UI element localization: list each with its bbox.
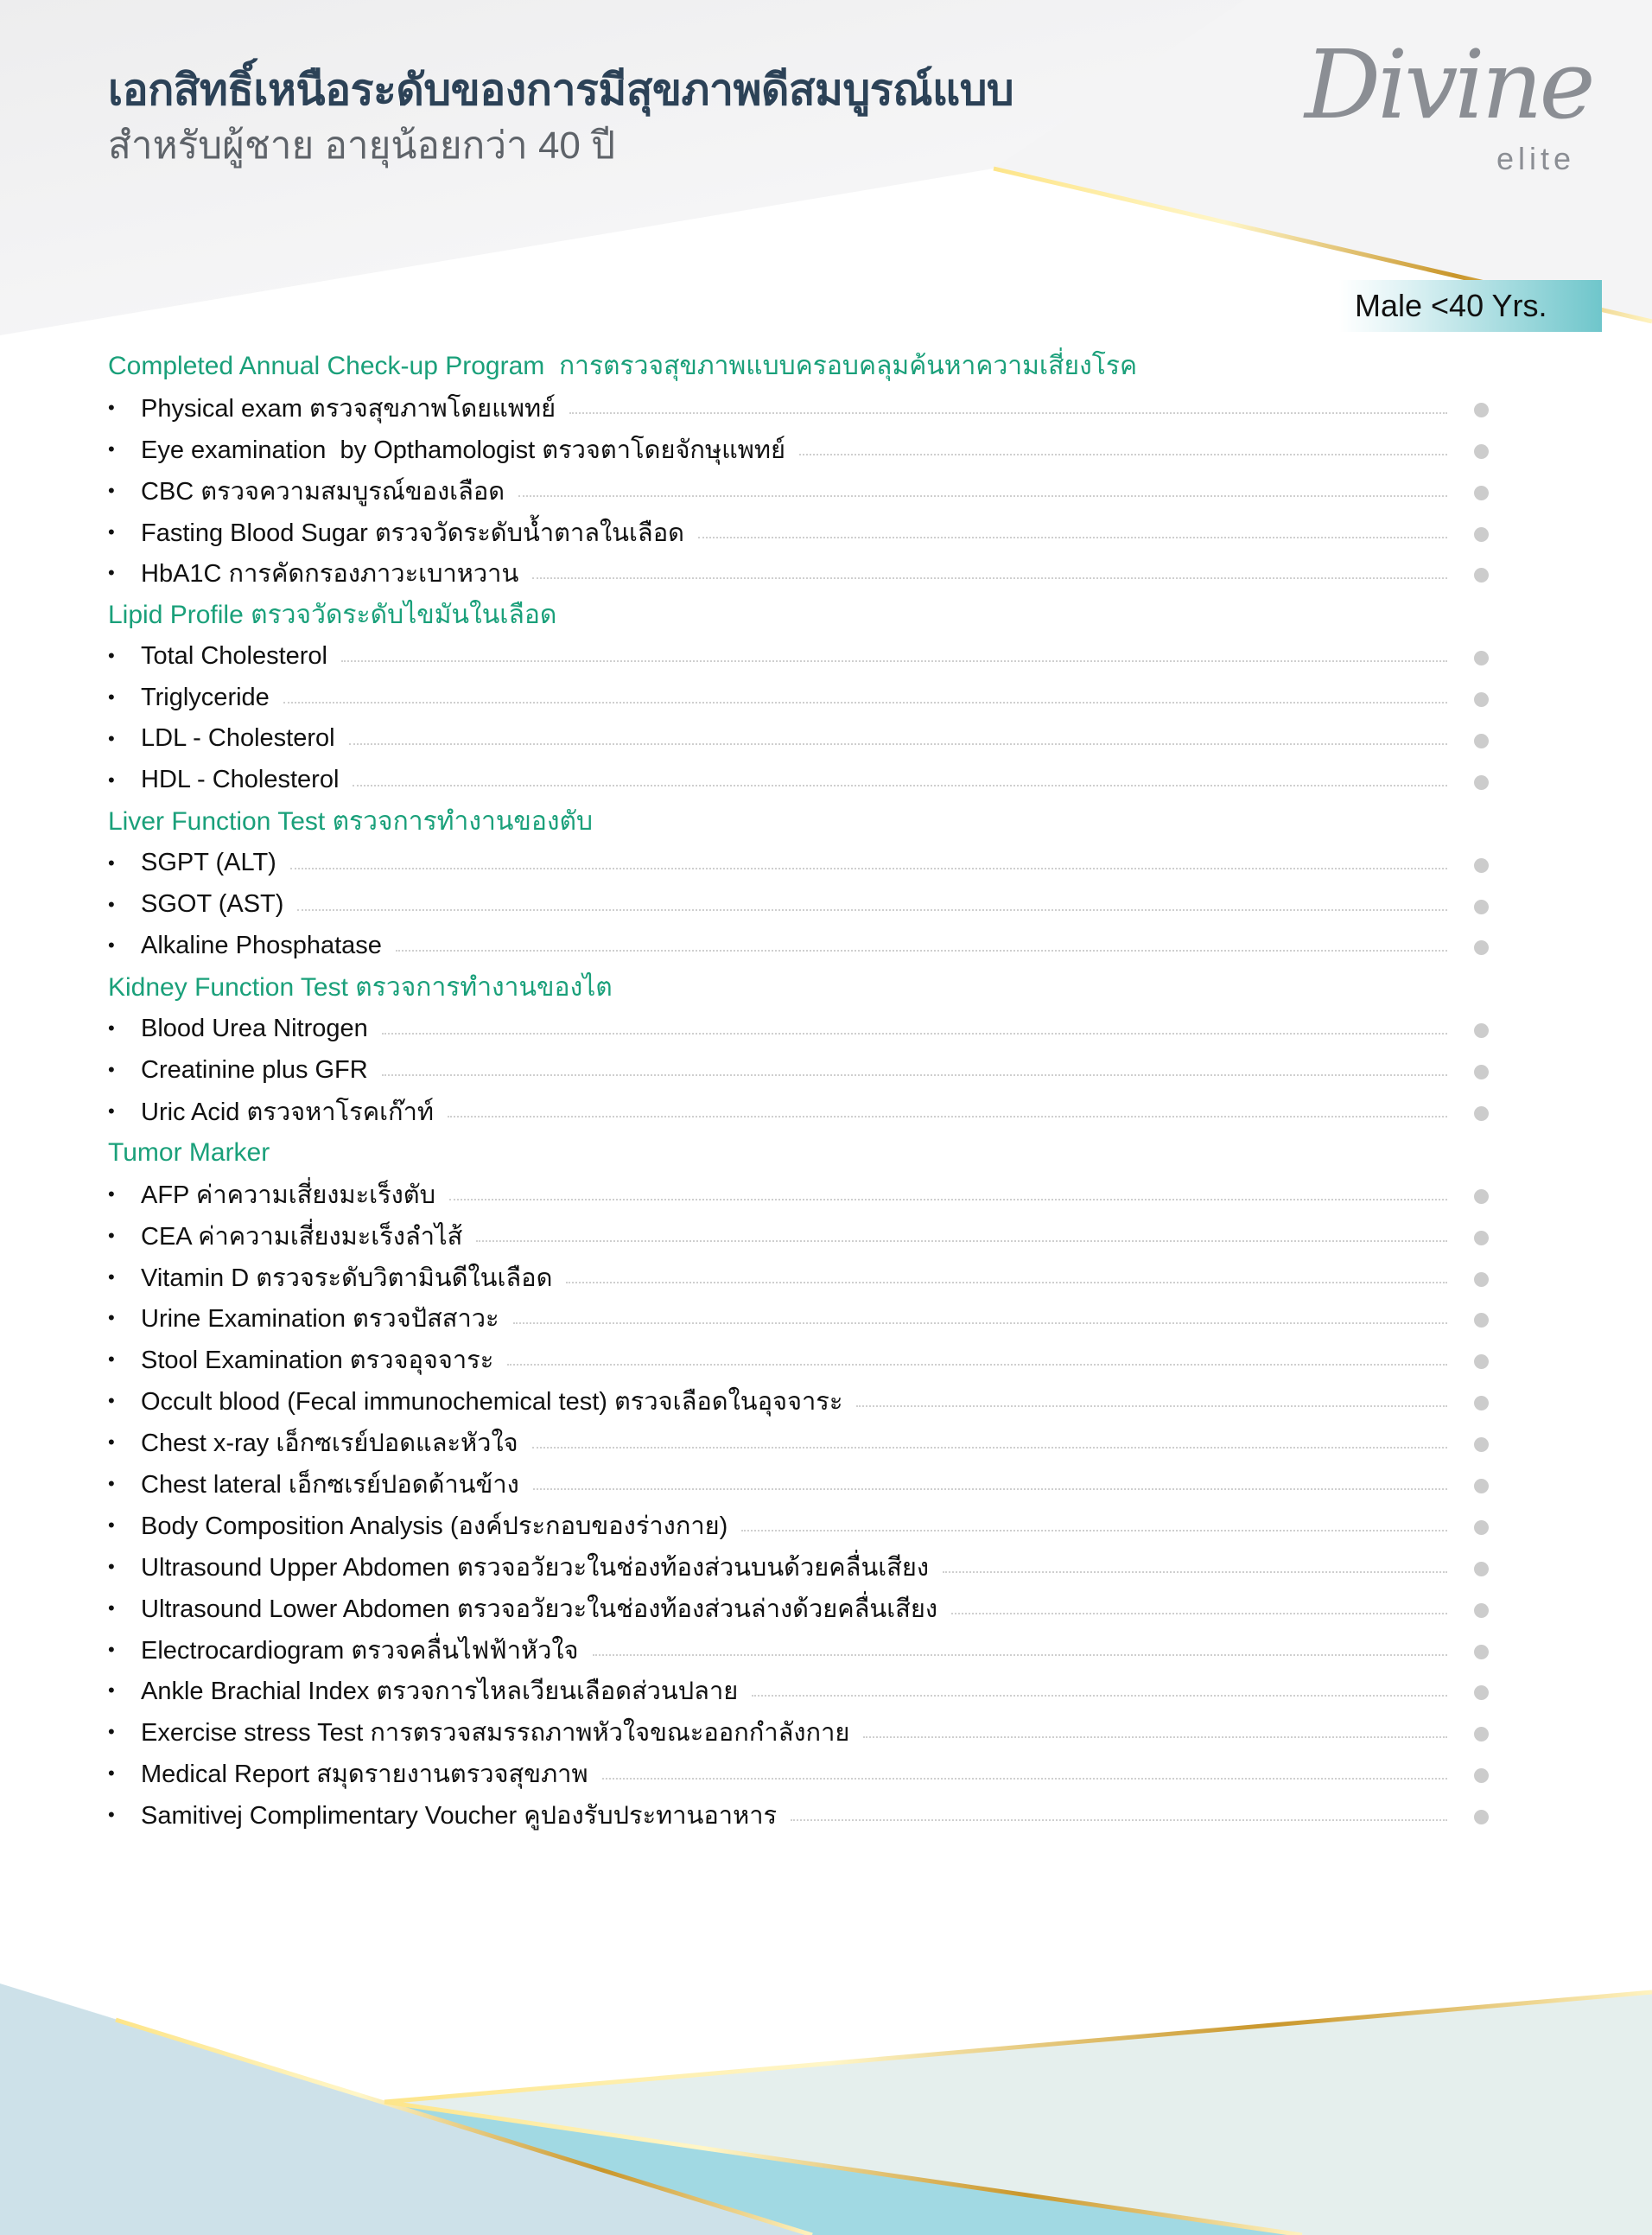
bullet-icon: •	[108, 934, 115, 957]
item-label: SGPT (ALT)	[141, 849, 276, 877]
bullet-icon: •	[108, 1721, 115, 1743]
bullet-icon: •	[108, 1348, 115, 1371]
list-item	[108, 884, 1499, 926]
item-label: SGOT (AST)	[141, 890, 284, 919]
list-item	[108, 470, 1499, 512]
audience-badge: Male <40 Yrs.	[1339, 280, 1602, 332]
bullet-icon: •	[108, 1390, 115, 1412]
included-dot-icon	[1474, 1313, 1489, 1328]
item-label: Ultrasound Upper Abdomen ตรวจอวัยวะในช่องท้องส่วนบนด้วยคลื่นเสียง	[141, 1553, 930, 1582]
bullet-icon: •	[108, 1679, 115, 1702]
bullet-icon: •	[108, 851, 115, 874]
list-item	[108, 1339, 1499, 1380]
item-label: Occult blood (Fecal immunochemical test) ตรวจเลือดในอุจจาระ	[141, 1388, 843, 1417]
list-item	[108, 429, 1499, 470]
bullet-icon: •	[108, 1099, 115, 1122]
list-item	[108, 925, 1499, 966]
logo-script: Divine	[1305, 29, 1592, 140]
list-item	[108, 1711, 1499, 1753]
bullet-icon: •	[108, 1762, 115, 1785]
bullet-icon: •	[108, 562, 115, 584]
item-label: Stool Examination ตรวจอุจจาระ	[141, 1347, 494, 1375]
included-dot-icon	[1474, 1023, 1489, 1038]
section-title: Completed Annual Check-up Program การตรวจสุขภาพแบบครอบคลุมค้นหาความเสี่ยงโรค	[108, 352, 1138, 381]
included-dot-icon	[1474, 1685, 1489, 1700]
bullet-icon: •	[108, 645, 115, 667]
item-label: Medical Report สมุดรายงานตรวจสุขภาพ	[141, 1761, 588, 1789]
list-item	[108, 387, 1499, 429]
list-item	[108, 1380, 1499, 1422]
list-item	[108, 1297, 1499, 1339]
bullet-icon: •	[108, 1638, 115, 1660]
section-header	[108, 594, 1499, 635]
item-label: Uric Acid ตรวจหาโรคเก๊าท์	[141, 1098, 434, 1126]
list-item	[108, 635, 1499, 677]
item-label: Blood Urea Nitrogen	[141, 1014, 368, 1042]
section-title: Kidney Function Test ตรวจการทำงานของไต	[108, 972, 613, 1002]
included-dot-icon	[1474, 444, 1489, 459]
item-label: Samitivej Complimentary Voucher คูปองรับประทานอาหาร	[141, 1802, 778, 1831]
list-item	[108, 1629, 1499, 1671]
bullet-icon: •	[108, 1265, 115, 1288]
list-item	[108, 512, 1499, 553]
item-label: CBC ตรวจความสมบูรณ์ของเลือด	[141, 477, 505, 506]
included-dot-icon	[1474, 651, 1489, 665]
bullet-icon: •	[108, 1804, 115, 1826]
dotted-leader	[741, 1530, 1447, 1531]
item-label: AFP ค่าความเสี่ยงมะเร็งตับ	[141, 1181, 436, 1209]
included-dot-icon	[1474, 858, 1489, 873]
included-dot-icon	[1474, 1520, 1489, 1535]
included-dot-icon	[1474, 1603, 1489, 1618]
bullet-icon: •	[108, 437, 115, 460]
item-label: HbA1C การคัดกรองภาวะเบาหวาน	[141, 560, 519, 589]
bullet-icon: •	[108, 1555, 115, 1577]
list-item	[108, 1505, 1499, 1546]
checkup-list	[108, 346, 1499, 1836]
dotted-leader	[856, 1405, 1447, 1407]
item-label: Ankle Brachial Index ตรวจการไหลเวียนเลือดส่วนปลาย	[141, 1678, 739, 1706]
list-item	[108, 1422, 1499, 1463]
dotted-leader	[566, 1282, 1447, 1283]
dotted-leader	[951, 1613, 1447, 1614]
bullet-icon: •	[108, 1059, 115, 1081]
bullet-icon: •	[108, 396, 115, 418]
dotted-leader	[507, 1364, 1447, 1366]
list-item	[108, 1753, 1499, 1794]
item-label: Total Cholesterol	[141, 641, 327, 670]
item-label: Triglyceride	[141, 683, 270, 711]
list-item	[108, 1588, 1499, 1629]
list-item	[108, 552, 1499, 594]
included-dot-icon	[1474, 900, 1489, 914]
section-header	[108, 346, 1499, 387]
dotted-leader	[290, 868, 1447, 869]
included-dot-icon	[1474, 1437, 1489, 1452]
dotted-leader	[863, 1736, 1447, 1738]
included-dot-icon	[1474, 1479, 1489, 1493]
list-item	[108, 1463, 1499, 1505]
list-item	[108, 760, 1499, 801]
included-dot-icon	[1474, 692, 1489, 707]
bullet-icon: •	[108, 1472, 115, 1494]
dotted-leader	[532, 577, 1447, 579]
included-dot-icon	[1474, 775, 1489, 790]
included-dot-icon	[1474, 1727, 1489, 1742]
item-label: Creatinine plus GFR	[141, 1055, 368, 1084]
bullet-icon: •	[108, 768, 115, 791]
dotted-leader	[283, 702, 1447, 704]
dotted-leader	[382, 1033, 1447, 1035]
item-label: Chest x-ray เอ็กซเรย์ปอดและหัวใจ	[141, 1430, 518, 1458]
list-item	[108, 1794, 1499, 1836]
dotted-leader	[518, 495, 1447, 497]
included-dot-icon	[1474, 1065, 1489, 1079]
dotted-leader	[602, 1778, 1447, 1780]
list-item	[108, 1091, 1499, 1132]
included-dot-icon	[1474, 1810, 1489, 1824]
item-label: Eye examination by Opthamologist ตรวจตาโดยจักษุแพทย์	[141, 436, 786, 464]
dotted-leader	[349, 743, 1447, 745]
included-dot-icon	[1474, 1645, 1489, 1659]
bullet-icon: •	[108, 1307, 115, 1329]
dotted-leader	[799, 454, 1447, 455]
item-label: Vitamin D ตรวจระดับวิตามินดีในเลือด	[141, 1264, 553, 1292]
list-item	[108, 1257, 1499, 1298]
dotted-leader	[943, 1571, 1447, 1573]
list-item	[108, 843, 1499, 884]
item-label: Alkaline Phosphatase	[141, 931, 382, 959]
bullet-icon: •	[108, 727, 115, 749]
dotted-leader	[513, 1322, 1447, 1324]
bullet-icon: •	[108, 520, 115, 543]
bullet-icon: •	[108, 686, 115, 709]
dotted-leader	[449, 1199, 1447, 1200]
bullet-icon: •	[108, 893, 115, 915]
bullet-icon: •	[108, 1017, 115, 1040]
dotted-leader	[476, 1240, 1447, 1242]
included-dot-icon	[1474, 527, 1489, 542]
included-dot-icon	[1474, 568, 1489, 583]
dotted-leader	[341, 660, 1447, 662]
dotted-leader	[698, 537, 1447, 538]
list-item	[108, 677, 1499, 718]
item-label: CEA ค่าความเสี่ยงมะเร็งลำไส้	[141, 1222, 463, 1251]
list-item	[108, 1671, 1499, 1712]
included-dot-icon	[1474, 1272, 1489, 1287]
dotted-leader	[533, 1488, 1447, 1490]
included-dot-icon	[1474, 1562, 1489, 1576]
list-item	[108, 1049, 1499, 1091]
included-dot-icon	[1474, 486, 1489, 500]
dotted-leader	[382, 1074, 1447, 1076]
dotted-leader	[593, 1654, 1447, 1656]
dotted-leader	[752, 1695, 1447, 1697]
section-header	[108, 966, 1499, 1008]
section-title: Lipid Profile ตรวจวัดระดับไขมันในเลือด	[108, 600, 557, 629]
divine-elite-logo	[1296, 29, 1624, 190]
section-title: Tumor Marker	[108, 1137, 270, 1167]
included-dot-icon	[1474, 1231, 1489, 1245]
section-header	[108, 1132, 1499, 1174]
page-title: เอกสิทธิ์เหนือระดับของการมีสุขภาพดีสมบูรณ์แบบ	[108, 66, 1014, 114]
item-label: Ultrasound Lower Abdomen ตรวจอวัยวะในช่องท้องส่วนล่างด้วยคลื่นเสียง	[141, 1595, 938, 1623]
dotted-leader	[297, 909, 1447, 911]
list-item	[108, 1546, 1499, 1588]
item-label: Chest lateral เอ็กซเรย์ปอดด้านข้าง	[141, 1470, 519, 1499]
dotted-leader	[396, 950, 1447, 952]
included-dot-icon	[1474, 1354, 1489, 1369]
dotted-leader	[448, 1116, 1447, 1118]
bullet-icon: •	[108, 1596, 115, 1619]
list-item	[108, 1008, 1499, 1049]
list-item	[108, 1215, 1499, 1257]
item-label: Fasting Blood Sugar ตรวจวัดระดับน้ำตาลในเลือด	[141, 519, 684, 547]
item-label: Physical exam ตรวจสุขภาพโดยแพทย์	[141, 394, 556, 423]
bullet-icon: •	[108, 1182, 115, 1205]
item-label: LDL - Cholesterol	[141, 724, 335, 753]
dotted-leader	[532, 1447, 1447, 1449]
item-label: Urine Examination ตรวจปัสสาวะ	[141, 1305, 499, 1334]
included-dot-icon	[1474, 734, 1489, 748]
item-label: HDL - Cholesterol	[141, 766, 340, 794]
bullet-icon: •	[108, 1513, 115, 1536]
logo-sub: elite	[1496, 141, 1576, 176]
included-dot-icon	[1474, 1396, 1489, 1410]
included-dot-icon	[1474, 1768, 1489, 1783]
list-item	[108, 718, 1499, 760]
page-subtitle: สำหรับผู้ชาย อายุน้อยกว่า 40 ปี	[108, 124, 616, 167]
dotted-leader	[791, 1819, 1447, 1821]
included-dot-icon	[1474, 1189, 1489, 1204]
included-dot-icon	[1474, 940, 1489, 955]
section-title: Liver Function Test ตรวจการทำงานของตับ	[108, 807, 594, 837]
item-label: Exercise stress Test การตรวจสมรรถภาพหัวใจขณะออกกำลังกาย	[141, 1719, 850, 1748]
item-label: Electrocardiogram ตรวจคลื่นไฟฟ้าหัวใจ	[141, 1636, 579, 1665]
item-label: Body Composition Analysis (องค์ประกอบของร่างกาย)	[141, 1512, 728, 1540]
bullet-icon: •	[108, 479, 115, 501]
included-dot-icon	[1474, 403, 1489, 417]
included-dot-icon	[1474, 1106, 1489, 1121]
section-header	[108, 801, 1499, 843]
list-item	[108, 1174, 1499, 1215]
dotted-leader	[569, 412, 1447, 414]
bullet-icon: •	[108, 1431, 115, 1454]
bullet-icon: •	[108, 1224, 115, 1246]
dotted-leader	[353, 785, 1447, 786]
